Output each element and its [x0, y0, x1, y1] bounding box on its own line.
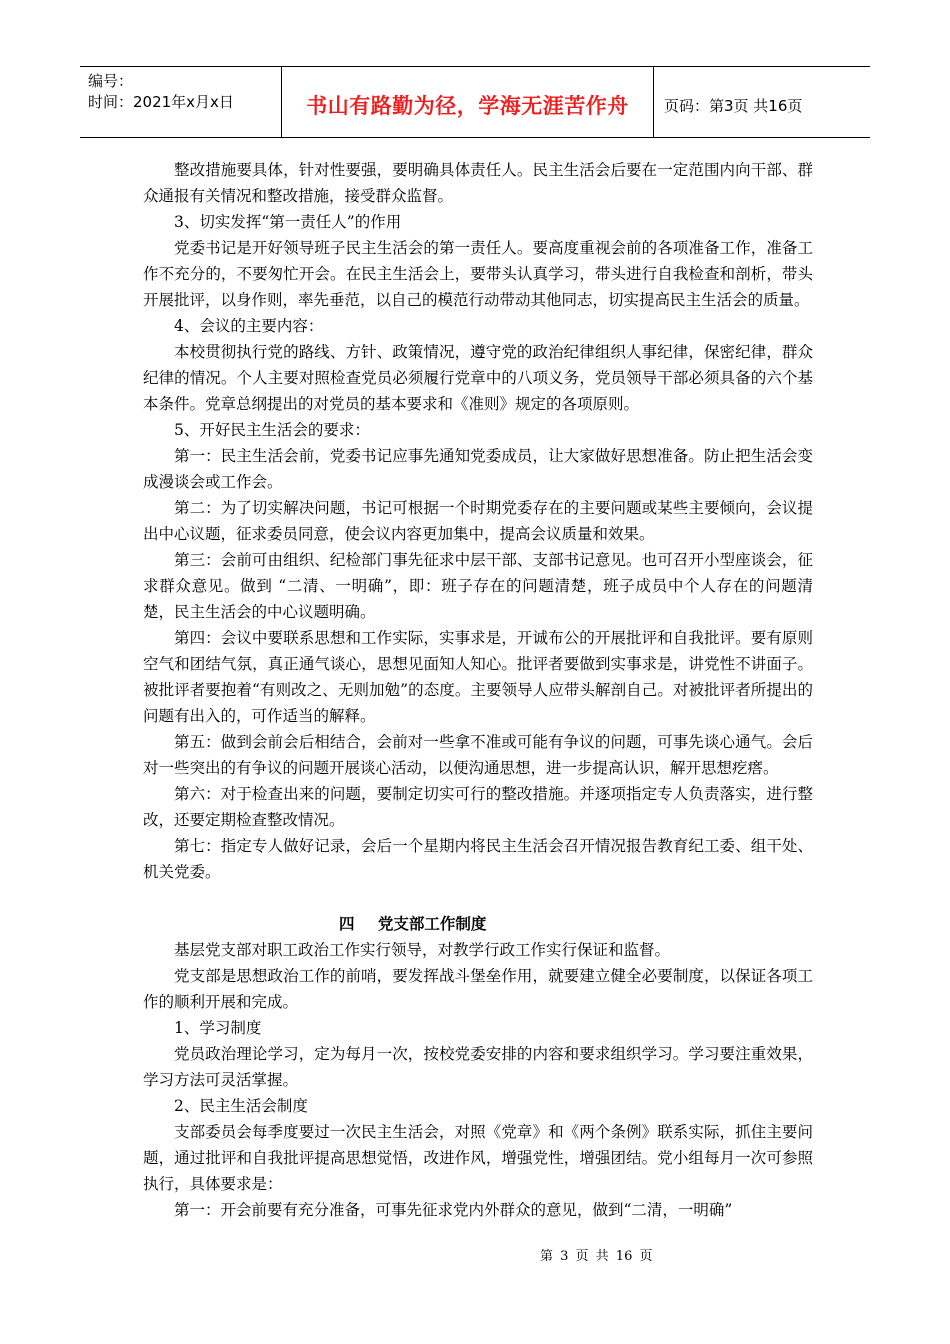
paragraph: 整改措施要具体，针对性要强，要明确具体责任人。民主生活会后要在一定范围内向干部、群众通报有关情况和整改措施，接受群众监督。: [143, 161, 813, 205]
paragraph: 2、民主生活会制度: [174, 1097, 308, 1115]
paragraph: 本校贯彻执行党的路线、方针、政策情况，遵守党的政治纪律组织人事纪律，保密纪律，群众纪律的情况。个人主要对照检查党员必须履行党章中的八项义务，党员领导干部必须具备的六个基本条件。党章总纲提出的对党员的基本要求和《准则》规定的各项原则。: [143, 343, 813, 413]
header-page-info: 页码：第3页 共16页: [664, 96, 803, 115]
page-header: [80, 66, 870, 138]
header-meta: [80, 67, 282, 137]
document-number-label: 编号：: [88, 72, 134, 90]
paragraph: 5、开好民主生活会的要求：: [174, 421, 370, 439]
paragraph: 党员政治理论学习，定为每月一次，按校党委安排的内容和要求组织学习。学习要注重效果，学习方法可灵活掌握。: [143, 1045, 813, 1089]
paragraph: 党支部是思想政治工作的前哨，要发挥战斗堡垒作用，就要建立健全必要制度，以保证各项工作的顺利开展和完成。: [143, 967, 813, 1011]
document-body: [143, 157, 813, 1223]
paragraph: 1、学习制度: [174, 1019, 262, 1037]
page-footer: 第 3 页 共 16 页: [540, 1249, 653, 1264]
paragraph: 第一：民主生活会前，党委书记应事先通知党委成员，让大家做好思想准备。防止把生活会变成漫谈会或工作会。: [143, 447, 813, 491]
paragraph: 第五：做到会前会后相结合，会前对一些拿不准或可能有争议的问题，可事先谈心通气。会后对一些突出的有争议的问题开展谈心活动，以便沟通思想，进一步提高认识，解开思想疙瘩。: [143, 733, 813, 777]
paragraph: 第六：对于检查出来的问题，要制定切实可行的整改措施。并逐项指定专人负责落实，进行整改，还要定期检查整改情况。: [143, 785, 813, 829]
paragraph: 党委书记是开好领导班子民主生活会的第一责任人。要高度重视会前的各项准备工作，准备工作不充分的，不要匆忙开会。在民主生活会上，要带头认真学习，带头进行自我检查和剖析，带头开展批评，以身作则，率先垂范，以自己的模范行动带动其他同志，切实提高民主生活会的质量。: [143, 239, 813, 309]
paragraph: 支部委员会每季度要过一次民主生活会，对照《党章》和《两个条例》联系实际，抓住主要问题，通过批评和自我批评提高思想觉悟，改进作风，增强党性，增强团结。党小组每月一次可参照执行，具体要求是：: [143, 1123, 813, 1193]
paragraph: 第四：会议中要联系思想和工作实际，实事求是，开诚布公的开展批评和自我批评。要有原则空气和团结气氛，真正通气谈心，思想见面知人知心。批评者要做到实事求是，讲党性不讲面子。被批评者要抱着“有则改之、无则加勉”的态度。主要领导人应带头解剖自己。对被批评者所提出的问题有出入的，可作适当的解释。: [143, 629, 813, 725]
paragraph: 第二：为了切实解决问题，书记可根据一个时期党委存在的主要问题或某些主要倾向，会议提出中心议题，征求委员同意，使会议内容更加集中，提高会议质量和效果。: [143, 499, 813, 543]
paragraph: 3、切实发挥“第一责任人”的作用: [174, 213, 402, 231]
header-motto: 书山有路勤为径，学海无涯苦作舟: [282, 67, 654, 137]
document-date: 时间：2021年x月x日: [88, 93, 234, 111]
paragraph: 第三：会前可由组织、纪检部门事先征求中层干部、支部书记意见。也可召开小型座谈会，征求群众意见。做到 “二清、一明确”，即：班子存在的问题清楚，班子成员中个人存在的问题清楚，民主生活会的中心议题明确。: [143, 551, 813, 621]
paragraph: 第一：开会前要有充分准备，可事先征求党内外群众的意见，做到“二清，一明确”: [174, 1201, 733, 1219]
paragraph: 4、会议的主要内容：: [174, 317, 324, 335]
paragraph: 第七：指定专人做好记录，会后一个星期内将民主生活会召开情况报告教育纪工委、组干处、机关党委。: [143, 837, 813, 881]
paragraph: 基层党支部对职工政治工作实行领导，对教学行政工作实行保证和监督。: [174, 941, 671, 959]
section-heading: 四 党支部工作制度: [339, 914, 487, 933]
